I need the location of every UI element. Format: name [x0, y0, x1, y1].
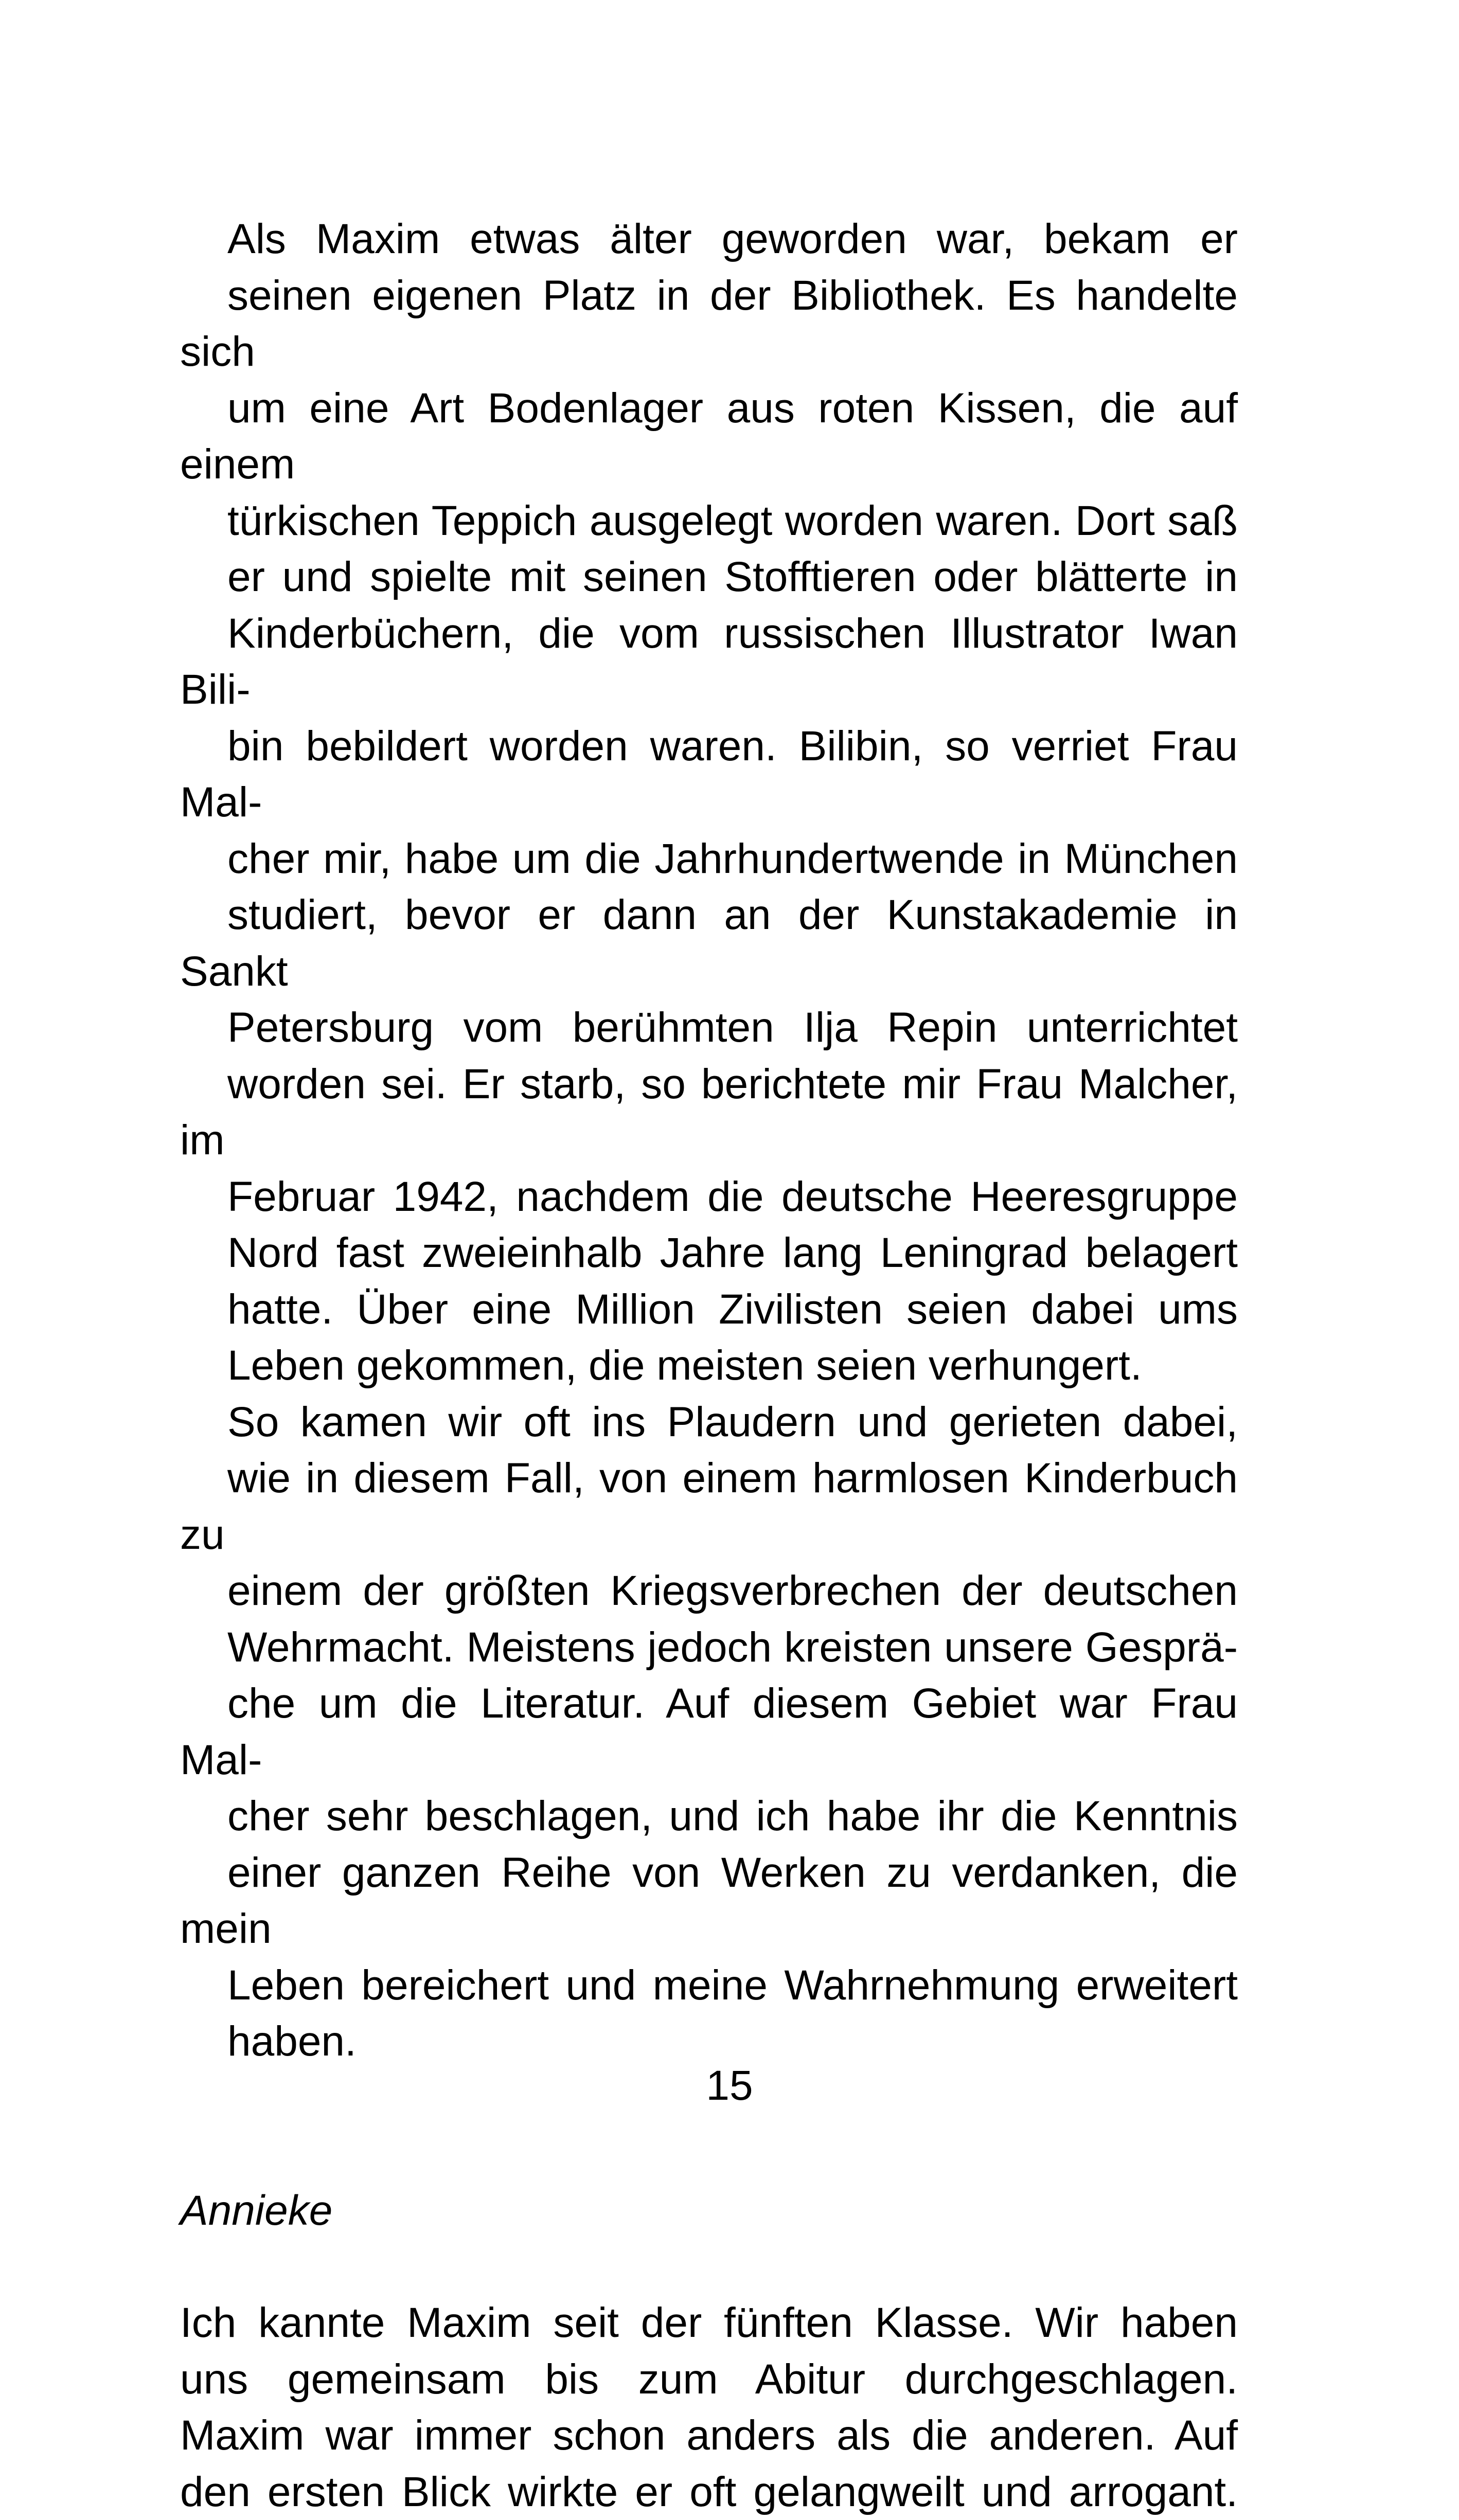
text-line: wie in diesem Fall, von einem harmlosen Kinderbuch zu: [180, 1450, 1238, 1563]
text-line: So kamen wir oft ins Plaudern und gerieten dabei,: [180, 1394, 1238, 1451]
text-line: Kinderbüchern, die vom russischen Illustrator Iwan Bili-: [180, 605, 1238, 718]
text-line: Petersburg vom berühmten Ilja Repin unterrichtet: [180, 999, 1238, 1056]
text-line: cher mir, habe um die Jahrhundertwende in München: [180, 831, 1238, 887]
paragraph-2: [180, 1394, 1238, 2070]
text-line: Ich kannte Maxim seit der fünften Klasse. Wir haben: [180, 2295, 1238, 2351]
text-line: Nord fast zweieinhalb Jahre lang Leningrad belagert: [180, 1225, 1238, 1281]
text-line: haben.: [180, 2013, 1238, 2070]
text-line: worden sei. Er starb, so berichtete mir Frau Malcher, im: [180, 1056, 1238, 1169]
text-line: den ersten Blick wirkte er oft gelangweilt und arrogant.: [180, 2464, 1238, 2520]
text-line: studiert, bevor er dann an der Kunstakademie in Sankt: [180, 887, 1238, 999]
text-line: che um die Literatur. Auf diesem Gebiet war Frau Mal-: [180, 1675, 1238, 1788]
text-line: Maxim war immer schon anders als die anderen. Auf: [180, 2407, 1238, 2464]
text-line: cher sehr beschlagen, und ich habe ihr die Kenntnis: [180, 1788, 1238, 1845]
text-line: Leben bereichert und meine Wahrnehmung erweitert: [180, 1957, 1238, 2014]
paragraph-3: [180, 2295, 1238, 2520]
text-line: türkischen Teppich ausgelegt worden waren. Dort saß: [180, 493, 1238, 549]
text-line: Als Maxim etwas älter geworden war, bekam er: [180, 211, 1238, 267]
text-line: bin bebildert worden waren. Bilibin, so verriet Frau Mal-: [180, 718, 1238, 831]
text-line: um eine Art Bodenlager aus roten Kissen, die auf einem: [180, 380, 1238, 493]
text-line: Wehrmacht. Meistens jedoch kreisten unsere Gesprä-: [180, 1619, 1238, 1676]
page-body: [180, 211, 1238, 2520]
text-line: uns gemeinsam bis zum Abitur durchgeschlagen.: [180, 2351, 1238, 2408]
text-line: einem der größten Kriegsverbrechen der deutschen: [180, 1563, 1238, 1619]
text-line: er und spielte mit seinen Stofftieren oder blätterte in: [180, 549, 1238, 605]
text-line: einer ganzen Reihe von Werken zu verdanken, die mein: [180, 1845, 1238, 1957]
text-line: seinen eigenen Platz in der Bibliothek. Es handelte sich: [180, 267, 1238, 380]
text-line: Leben gekommen, die meisten seien verhungert.: [180, 1337, 1238, 1394]
page-number: 15: [0, 2060, 1459, 2112]
text-line: hatte. Über eine Million Zivilisten seien dabei ums: [180, 1281, 1238, 1338]
text-line: Februar 1942, nachdem die deutsche Heeresgruppe: [180, 1169, 1238, 1225]
paragraph-1: [180, 211, 1238, 1394]
section-heading: Annieke: [180, 2183, 1238, 2239]
